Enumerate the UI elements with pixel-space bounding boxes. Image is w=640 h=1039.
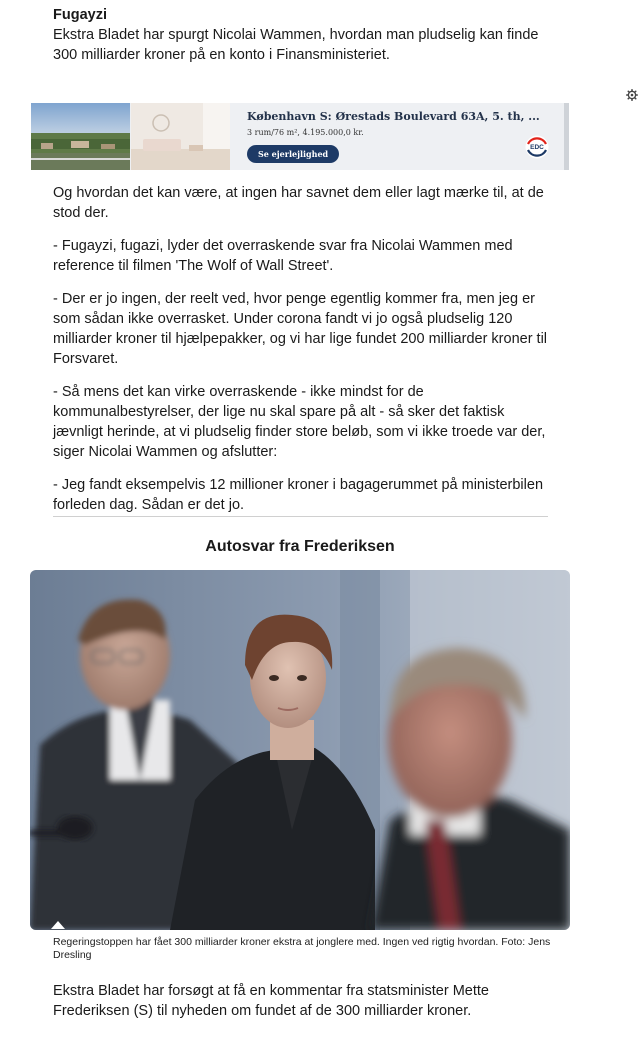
edc-logo-text: EDC — [530, 144, 544, 152]
ad-aerial-photo — [31, 103, 130, 170]
section-title: Autosvar fra Frederiksen — [205, 538, 395, 555]
photo-caption: Regeringstoppen har fået 300 milliarder kroner ekstra at jonglere med. Ingen ved rigtig hvordan. Foto: Jens Dresling — [53, 936, 551, 961]
gear-icon[interactable] — [626, 89, 638, 101]
article-closing: Ekstra Bladet har forsøgt at få en kommentar fra statsminister Mette Frederiksen (S) til nyheden om fundet af de 300 milliarder kroner. — [53, 983, 489, 1019]
article-photo[interactable] — [30, 570, 570, 930]
article-subhead-block — [53, 5, 548, 65]
ad-edge — [564, 103, 569, 170]
article-paragraph: - Jeg fandt eksempelvis 12 millioner kroner i bagagerummet på ministerbilen forleden dag. Sådan er det jo. — [53, 477, 544, 513]
property-ad-banner[interactable] — [31, 103, 569, 170]
caption-pointer — [51, 921, 65, 929]
article-paragraph: - Fugayzi, fugazi, lyder det overraskende svar fra Nicolai Wammen med reference til filmen 'The Wolf of Wall Street'. — [53, 238, 513, 274]
article-closing-block — [53, 981, 548, 1021]
article-paragraph: Og hvordan det kan være, at ingen har savnet dem eller lagt mærke til, at de stod der. — [53, 185, 544, 221]
see-apartment-button[interactable]: Se ejerlejlighed — [247, 145, 339, 163]
ad-title: København S: Ørestads Boulevard 63A, 5. th, ... — [247, 110, 540, 123]
ad-specs: 3 rum/76 m², 4.195.000,0 kr. — [247, 128, 364, 137]
ad-interior-photo — [131, 103, 230, 170]
article-paragraph: - Der er jo ingen, der reelt ved, hvor penge egentlig kommer fra, men jeg er som sådan ikke overrasket. Under corona fandt vi jo også pludselig 120 milliarder kroner til hjælpepakker, og vi har lige fundet 200 milliarder kroner til Forsvaret. — [53, 291, 548, 367]
article-paragraph: - Så mens det kan virke overraskende - ikke mindst for de kommunalbestyrelser, der lige nu skal spare på alt - så sker det faktisk jævnligt herinde, at vi pludselig finder store beløb, som vi ikke troede var der, siger Nicolai Wammen og afslutter: — [53, 384, 546, 460]
article-intro: Ekstra Bladet har spurgt Nicolai Wammen, hvordan man pludselig kan finde 300 milliarder kroner på en konto i Finansministeriet. — [53, 27, 539, 63]
article-body — [53, 183, 548, 515]
article-subhead: Fugayzi — [53, 7, 107, 23]
edc-logo — [525, 135, 549, 159]
section-divider — [53, 516, 548, 517]
